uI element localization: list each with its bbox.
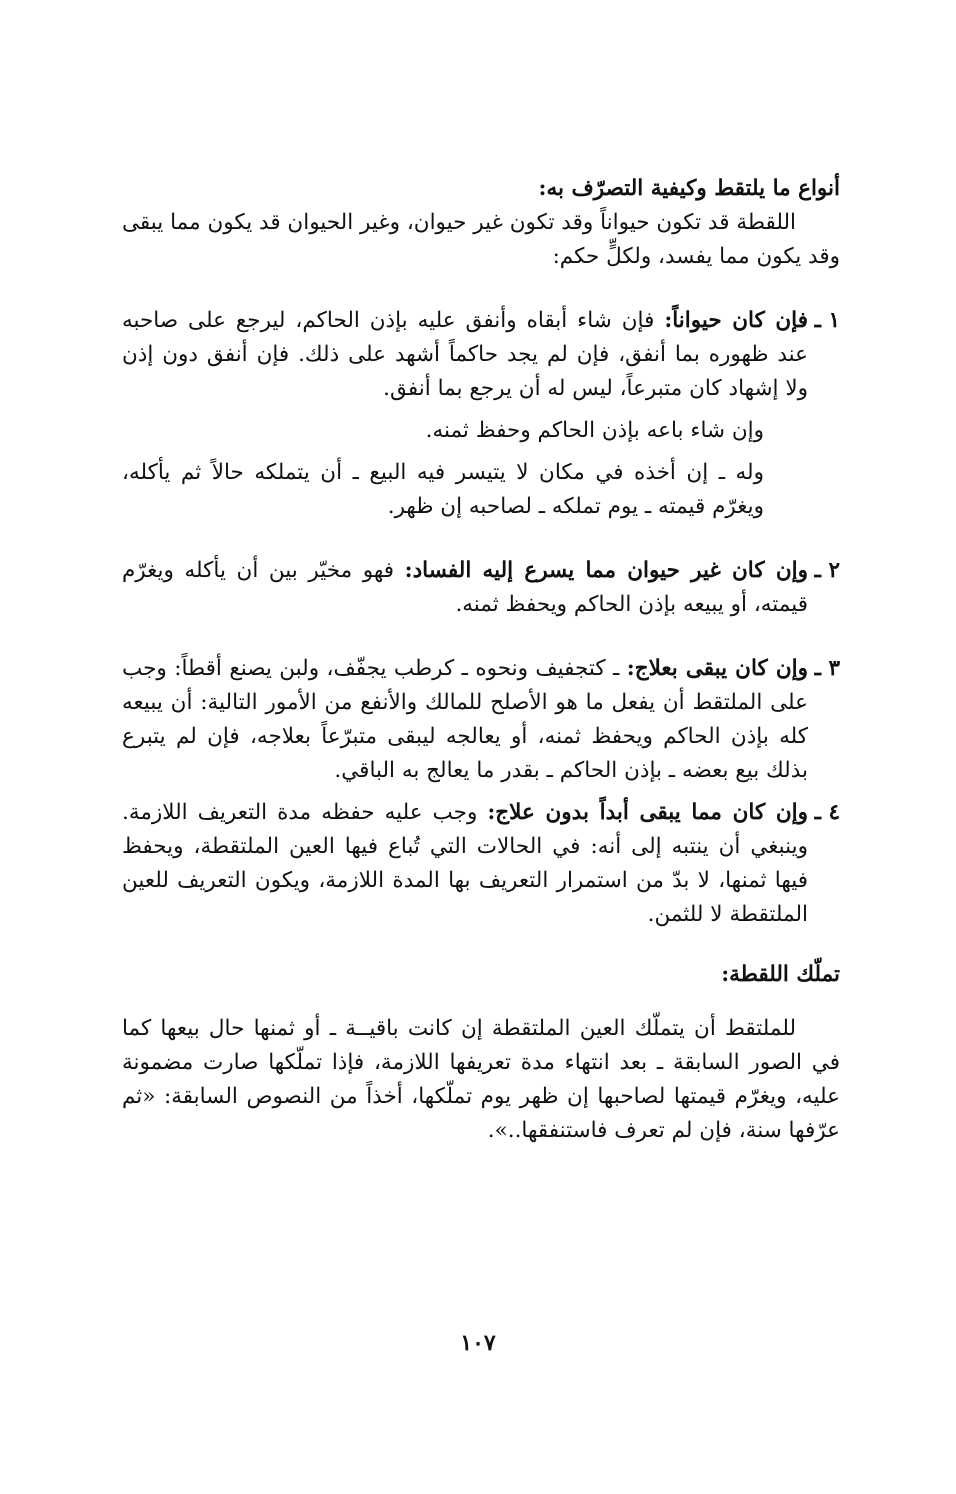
- item1-subparagraph-sell: وإن شاء باعه بإذن الحاكم وحفظ ثمنه.: [425, 418, 764, 443]
- item-lead: وإن كان غير حيوان مما يسرع إليه الفساد:: [404, 558, 808, 583]
- item-number: ١ ـ: [814, 308, 840, 333]
- intro-paragraph: اللقطة قد تكون حيواناً وقد تكون غير حيوان، وغير الحيوان قد يكون مما يبقى وقد يكون مما يفسد، ولكلٍّ حكم:: [122, 210, 840, 269]
- closing-paragraph: للملتقط أن يتملّك العين الملتقطة إن كانت باقيــة ـ أو ثمنها حال بيعها كما في الصور السابقة ـ بعد انتهاء مدة تعريفها اللازمة، فإذا تملّكها صارت مضمونة عليه، ويغرّم قيمتها لصاحبها إن ظهر يوم تملّكها، أخذاً من النصوص السابقة: «ثم عرّفها سنة، فإن لم تعرف فاستنفقها..».: [122, 1016, 840, 1143]
- list-item-2: [122, 554, 840, 622]
- item-number: ٤ ـ: [814, 800, 840, 825]
- item-text: وجب عليه حفظه مدة التعريف اللازمة. وينبغي أن ينتبه إلى أنه: في الحالات التي تُباع فيها العين الملتقطة، ويحفظ فيها ثمنها، لا بدّ من استمرار التعريف بها المدة اللازمة، ويكون التعريف للعين الملتقطة لا للثمن.: [122, 800, 808, 927]
- page-number: ١٠٧: [460, 1330, 496, 1356]
- item-text: فإن شاء أبقاه وأنفق عليه بإذن الحاكم، ليرجع على صاحبه عند ظهوره بما أنفق، فإن لم يجد حاكماً أشهد على ذلك. فإن أنفق دون إذن ولا إشهاد كان متبرعاً، ليس له أن يرجع بما أنفق.: [122, 308, 808, 401]
- section-heading-types: أنواع ما يلتقط وكيفية التصرّف به:: [538, 176, 840, 201]
- item-text: فهو مخيّر بين أن يأكله ويغرّم قيمته، أو يبيعه بإذن الحاكم ويحفظ ثمنه.: [122, 558, 808, 617]
- item-text: ـ كتجفيف ونحوه ـ كرطب يجفّف، ولبن يصنع أقطاً: وجب على الملتقط أن يفعل ما هو الأصلح للمالك والأنفع من الأمور التالية: أن يبيعه كله بإذن الحاكم ويحفظ ثمنه، أو يعالجه ليبقى متبرّعاً بعلاجه، فإن لم يتبرع بذلك بيع بعضه ـ بإذن الحاكم ـ بقدر ما يعالج به الباقي.: [122, 656, 808, 783]
- item-number: ٢ ـ: [814, 558, 840, 583]
- item1-subparagraph-own: وله ـ إن أخذه في مكان لا يتيسر فيه البيع ـ أن يتملكه حالاً ثم يأكله، ويغرّم قيمته ـ يوم تملكه ـ لصاحبه إن ظهر.: [122, 460, 764, 519]
- item-lead: فإن كان حيواناً:: [664, 308, 808, 333]
- section-heading-ownership: تملّك اللقطة:: [721, 962, 840, 987]
- item-lead: وإن كان يبقى بعلاج:: [626, 656, 808, 681]
- item-number: ٣ ـ: [814, 656, 840, 681]
- list-item-4: [122, 796, 840, 932]
- list-item-1: [122, 304, 840, 406]
- item-lead: وإن كان مما يبقى أبداً بدون علاج:: [487, 800, 808, 825]
- page-body: [122, 172, 840, 1148]
- list-item-3: [122, 652, 840, 788]
